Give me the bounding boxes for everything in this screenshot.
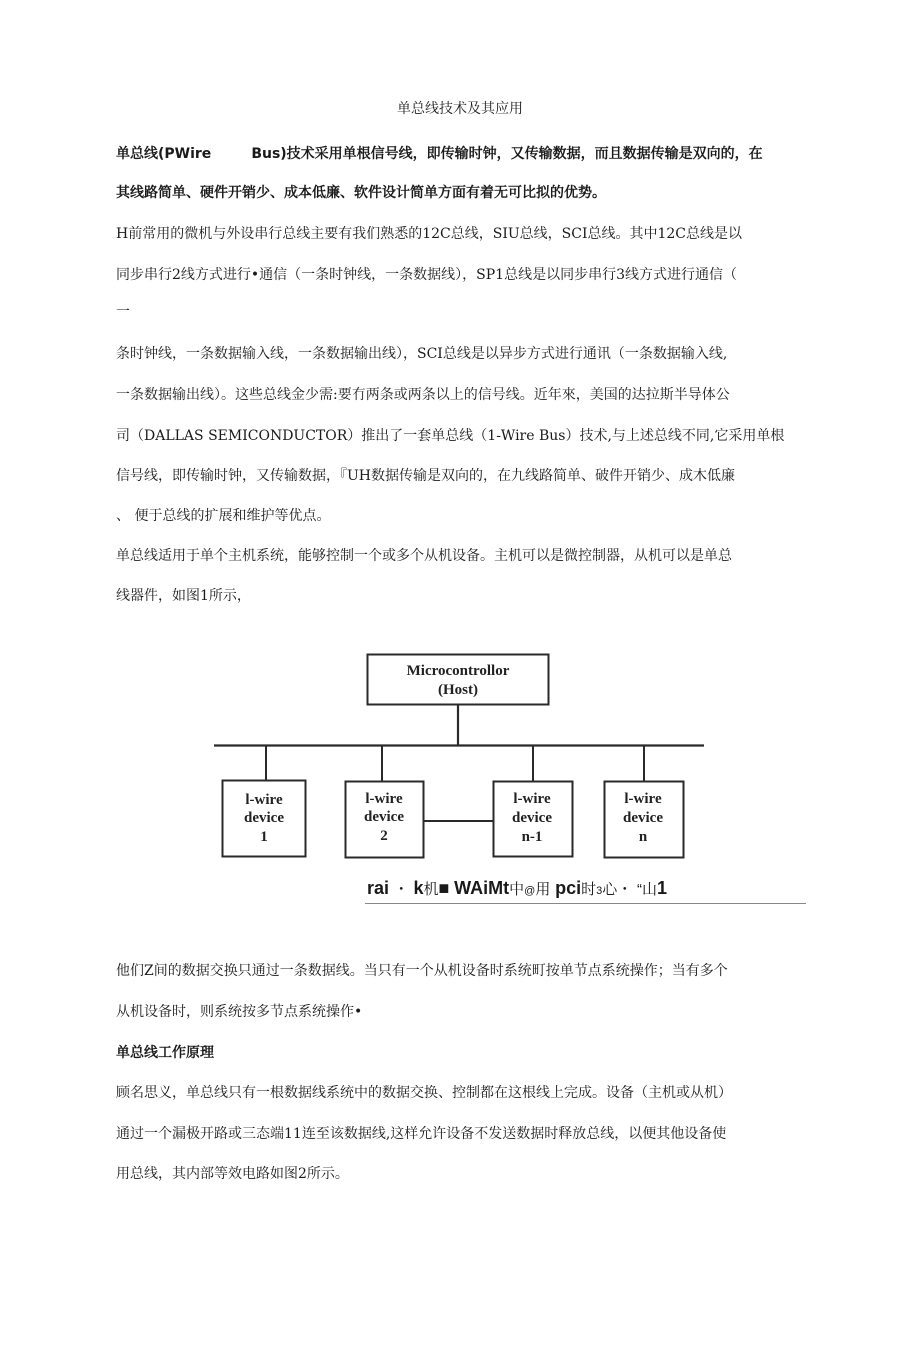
device-label: 2 — [380, 828, 388, 844]
document-title: 单总线技术及其应用 — [397, 101, 523, 117]
device-label: device — [364, 809, 404, 825]
paragraph1-line: 司（DALLAS SEMICONDUCTOR）推出了一套单总线（1-Wire Bus）技术,与上述总线不同,它采用单根 — [116, 428, 785, 444]
paragraph4-line: 顾名思义，单总线只有一根数据线系统中的数据交换、控制都在这根线上完成。设备（主机或从机） — [116, 1085, 732, 1101]
intro-line-1-end: Bus)技术采用单根信号线，即传输时钟，又传输数据，而且数据传输是双向的，在 — [251, 146, 763, 162]
caption-part: 时 — [581, 881, 597, 898]
caption-part: WAiMt — [454, 878, 510, 898]
caption-part: k — [413, 878, 424, 898]
caption-part: rai — [367, 878, 390, 898]
caption-part: 心・ — [602, 881, 633, 898]
device-label: l-wire — [245, 792, 283, 808]
paragraph1-line: H前常用的微机与外设串行总线主要有我们熟悉的12C总线，SIU总线，SCI总线。其中12C总线是以 — [116, 226, 743, 242]
paragraph1-line: 同步串行2线方式进行•通信（一条时钟线，一条数据线），SP1总线是以同步串行3线方式进行通信（ — [116, 267, 737, 283]
host-label-line-2: (Host) — [438, 682, 478, 698]
paragraph4-line: 通过一个漏极开路或三态端11连至该数据线,这样允许设备不发送数据时释放总线，以便其他设备使 — [116, 1126, 727, 1142]
caption-underline — [365, 903, 806, 904]
paragraph1-line: 一 — [116, 304, 130, 320]
caption-part: pci — [555, 878, 582, 898]
paragraph1-line: 条时钟线，一条数据输入线，一条数据输出线），SCI总线是以异步方式进行通讯（一条数据输入线, — [116, 346, 728, 362]
device-label: l-wire — [365, 791, 403, 807]
intro-line-1-start: 单总线(PWire — [116, 146, 212, 162]
device-label: n-1 — [521, 829, 543, 845]
device-label: device — [623, 810, 663, 826]
caption-part: 1 — [656, 878, 667, 898]
caption-part: 中 — [509, 881, 525, 898]
caption-part: @ — [524, 885, 536, 897]
device-label: 1 — [260, 829, 268, 845]
intro-line-2: 其线路简单、硬件开销少、成本低廉、软件设计简单方面有着无可比拟的优势。 — [116, 185, 606, 201]
host-label-line-1: Microcontrollor — [406, 663, 510, 679]
paragraph2-line: 单总线适用于单个主机系统，能够控制一个或多个从机设备。主机可以是微控制器，从机可以是单总 — [116, 548, 732, 564]
caption-part: “山 — [636, 881, 657, 898]
paragraph3-line: 从机设备时，则系统按多节点系统操作• — [116, 1004, 363, 1020]
caption-part: ・ — [393, 881, 409, 898]
device-label: l-wire — [624, 791, 662, 807]
device-label: n — [638, 829, 648, 845]
paragraph4-line: 用总线，其内部等效电路如图2所示。 — [116, 1166, 349, 1182]
figure1-caption — [367, 878, 667, 899]
paragraph1-line: 信号线，即传输时钟，又传输数据，『UH数据传输是双向的，在九线路简单、破件开销少、成木低廉 — [116, 468, 736, 484]
paragraph1-line: 、 便于总线的扩展和维护等优点。 — [116, 508, 331, 524]
device-label: device — [244, 810, 284, 826]
caption-part: ■ — [438, 878, 450, 898]
caption-part: 机 — [423, 881, 439, 898]
paragraph2-line: 线器件，如图1所示， — [116, 588, 251, 604]
caption-part: 用 — [535, 881, 551, 898]
caption-part: 3 — [596, 885, 603, 897]
paragraph1-line: 一条数据输出线）。这些总线金少需:要冇两条或两条以上的信号线。近年來，美国的达拉斯半导体公 — [116, 387, 730, 403]
section-heading: 单总线工作原理 — [116, 1045, 214, 1061]
device-label: l-wire — [513, 791, 551, 807]
paragraph3-line: 他们Z间的数据交换只通过一条数据线。当只有一个从机设备时系统町按单节点系统操作；当有多个 — [116, 963, 728, 979]
device-label: device — [512, 810, 552, 826]
